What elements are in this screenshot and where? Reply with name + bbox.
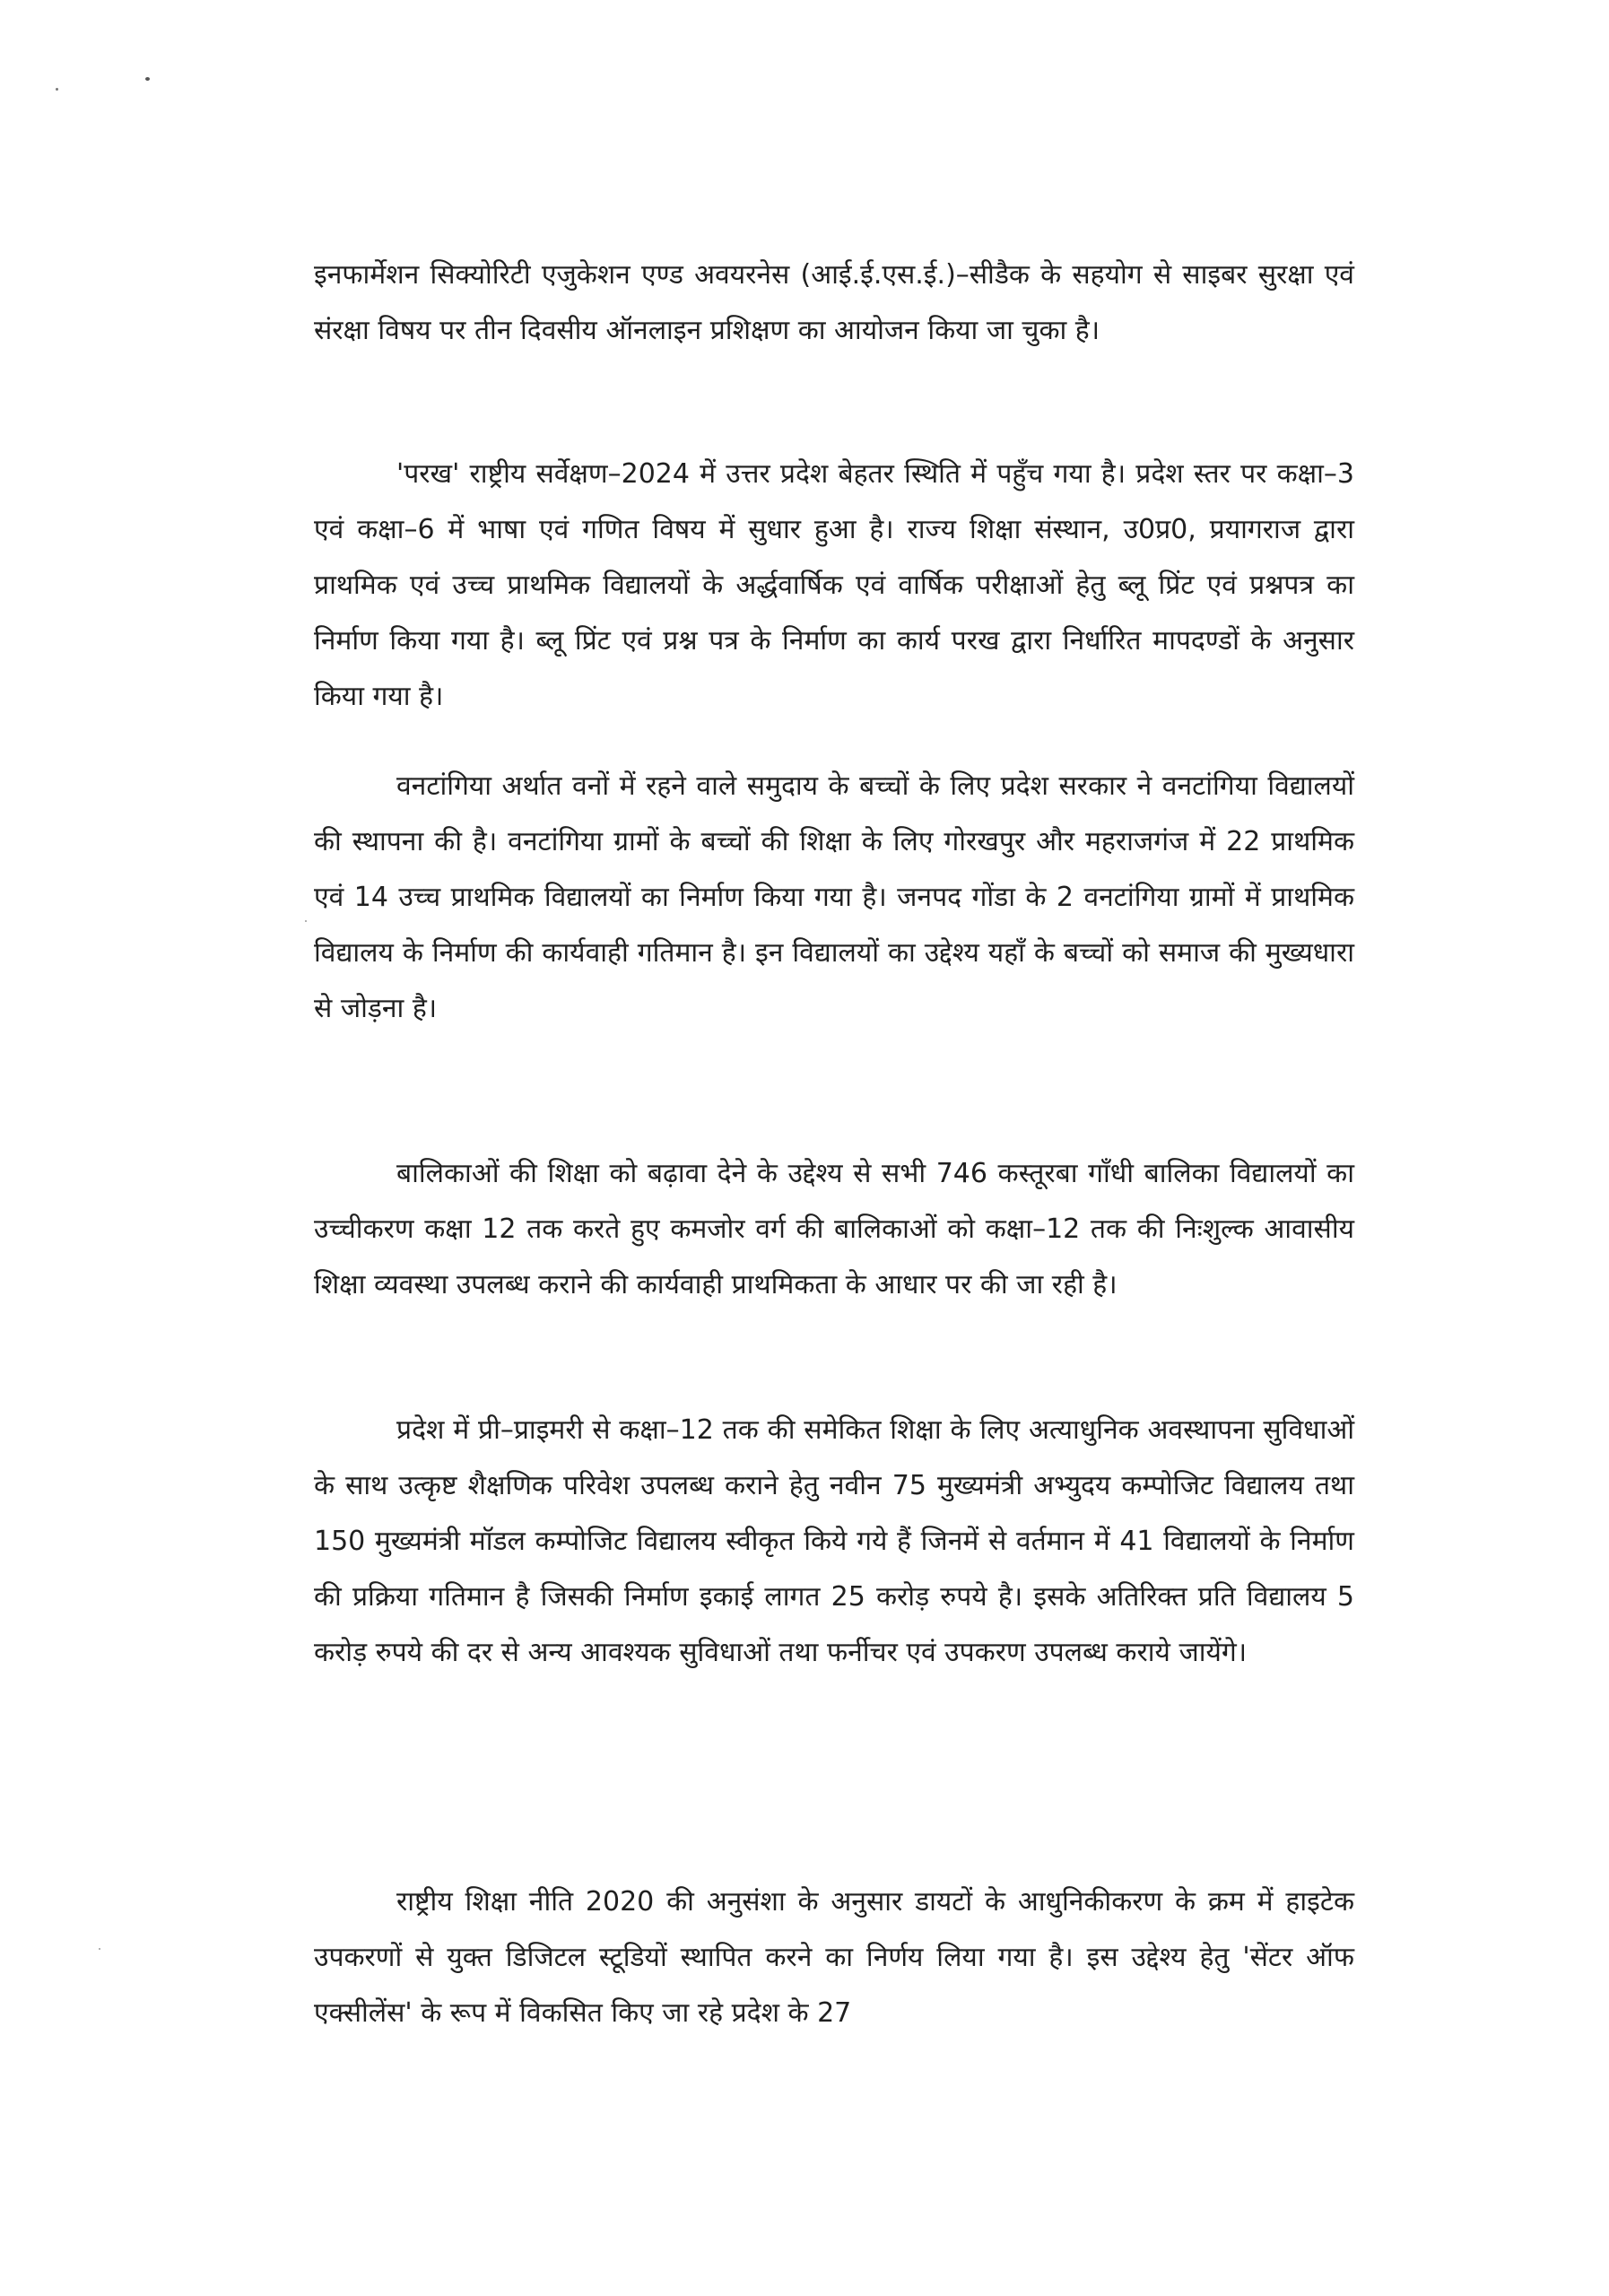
paragraph-parakh-survey: 'परख' राष्ट्रीय सर्वेक्षण–2024 में उत्तर प्रदेश बेहतर स्थिति में पहुँच गया है। प्रदेश स्तर पर कक्षा–3 एवं कक्षा–6 में भाषा एवं गणित विषय में सुधार हुआ है। राज्य शिक्षा संस्थान, उ0प्र0, प्रयागराज द्वारा प्राथमिक एवं उच्च प्राथमिक विद्यालयों के अर्द्धवार्षिक एवं वार्षिक परीक्षाओं हेतु ब्लू प्रिंट एवं प्रश्नपत्र का निर्माण किया गया है। ब्लू प्रिंट एवं प्रश्न पत्र के निर्माण का कार्य परख द्वारा निर्धारित मापदण्डों के अनुसार किया गया है। [314, 458, 1354, 712]
paragraph-kasturba-gandhi-schools: बालिकाओं की शिक्षा को बढ़ावा देने के उद्देश्य से सभी 746 कस्तूरबा गाँधी बालिका विद्यालयों का उच्चीकरण कक्षा 12 तक करते हुए कमजोर वर्ग की बालिकाओं को कक्षा–12 तक की निःशुल्क आवासीय शिक्षा व्यवस्था उपलब्ध कराने की कार्यवाही प्राथमिकता के आधार पर की जा रही है। [314, 1158, 1354, 1300]
scan-speck [305, 920, 307, 922]
scan-speck [145, 77, 150, 81]
scan-speck [56, 88, 58, 91]
scan-speck [99, 1948, 100, 1950]
paragraph-cyber-security-training: इनफार्मेशन सिक्योरिटी एजुकेशन एण्ड अवयरनेस (आई.ई.एस.ई.)–सीडैक के सहयोग से साइबर सुरक्षा एवं संरक्षा विषय पर तीन दिवसीय ऑनलाइन प्रशिक्षण का आयोजन किया जा चुका है। [314, 259, 1354, 346]
paragraph-composite-schools: प्रदेश में प्री–प्राइमरी से कक्षा–12 तक की समेकित शिक्षा के लिए अत्याधुनिक अवस्थापना सुविधाओं के साथ उत्कृष्ट शैक्षणिक परिवेश उपलब्ध कराने हेतु नवीन 75 मुख्यमंत्री अभ्युदय कम्पोजिट विद्यालय तथा 150 मुख्यमंत्री मॉडल कम्पोजिट विद्यालय स्वीकृत किये गये हैं जिनमें से वर्तमान में 41 विद्यालयों के निर्माण की प्रक्रिया गतिमान है जिसकी निर्माण इकाई लागत 25 करोड़ रुपये है। इसके अतिरिक्त प्रति विद्यालय 5 करोड़ रुपये की दर से अन्य आवश्यक सुविधाओं तथा फर्नीचर एवं उपकरण उपलब्ध कराये जायेंगे। [314, 1414, 1354, 1668]
paragraph-diet-digital-studio: राष्ट्रीय शिक्षा नीति 2020 की अनुसंशा के अनुसार डायटों के आधुनिकीकरण के क्रम में हाइटेक उपकरणों से युक्त डिजिटल स्टूडियों स्थापित करने का निर्णय लिया गया है। इस उद्देश्य हेतु 'सेंटर ऑफ एक्सीलेंस' के रूप में विकसित किए जा रहे प्रदेश के 27 [314, 1886, 1354, 2029]
paragraph-vantangiya-schools: वनटांगिया अर्थात वनों में रहने वाले समुदाय के बच्चों के लिए प्रदेश सरकार ने वनटांगिया विद्यालयों की स्थापना की है। वनटांगिया ग्रामों के बच्चों की शिक्षा के लिए गोरखपुर और महराजगंज में 22 प्राथमिक एवं 14 उच्च प्राथमिक विद्यालयों का निर्माण किया गया है। जनपद गोंडा के 2 वनटांगिया ग्रामों में प्राथमिक विद्यालय के निर्माण की कार्यवाही गतिमान है। इन विद्यालयों का उद्देश्य यहाँ के बच्चों को समाज की मुख्यधारा से जोड़ना है। [314, 770, 1354, 1024]
